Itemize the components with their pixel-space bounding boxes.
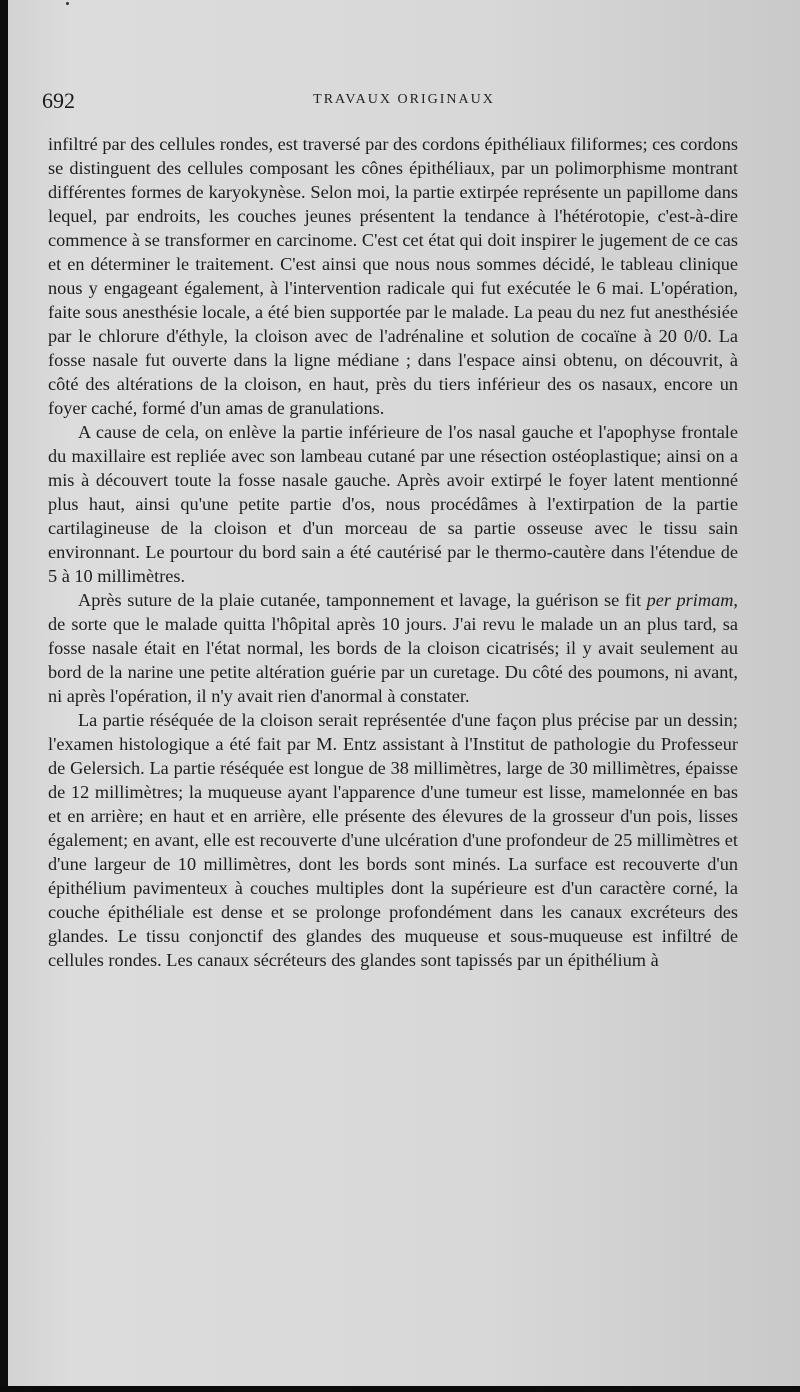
book-page [8,0,800,1386]
paragraph-4: La partie réséquée de la cloison serait représentée d'une façon plus précise par un dessin; l'examen histologique a été fait par M. Entz assistant à l'Institut de pathologie du Professeur de Gelersich. La partie réséquée est longue de 38 millimètres, large de 30 millimètres, épaisse de 12 millimètres; la muqueuse ayant l'apparence d'une tumeur est lisse, mamelonnée en bas et en arrière; en haut et en arrière, elle présente des élevures de la grosseur d'un pois, lisses également; en avant, elle est recouverte d'une ulcération d'une profondeur de 25 millimètres et d'une largeur de 10 millimètres, dont les bords sont minés. La surface est recouverte d'un épithélium pavimenteux à couches multiples dont la supérieure est d'un caractère corné, la couche épithéliale est dense et se prolonge profondément dans les canaux excréteurs des glandes. Le tissu conjonctif des glandes des muqueuse et sous-muqueuse est infiltré de cellules rondes. Les canaux sécréteurs des glandes sont tapissés par un épithélium à [48,710,738,970]
body-text [48,132,738,972]
running-title: TRAVAUX ORIGINAUX [313,92,495,107]
paragraph-3: Après suture de la plaie cutanée, tamponnement et lavage, la guérison se fit per primam, de sorte que le malade quitta l'hôpital après 10 jours. J'ai revu le malade un an plus tard, sa fosse nasale était en l'état normal, les bords de la cloison cicatrisés; il y avait seulement au bord de la narine une petite altération guérie par un curetage. Du côté des poumons, ni avant, ni après l'opération, il n'y avait rien d'anormal à constater. [48,590,738,706]
paragraph-2: A cause de cela, on enlève la partie inférieure de l'os nasal gauche et l'apophyse frontale du maxillaire est repliée avec son lambeau cutané par une résection ostéoplastique; ainsi on a mis à découvert toute la fosse nasale gauche. Après avoir extirpé le foyer latent mentionné plus haut, ainsi qu'une petite partie d'os, nous procédâmes à l'extirpation de la partie cartilagineuse de la cloison et d'un morceau de sa partie osseuse avec le tissu sain environnant. Le pourtour du bord sain a été cautérisé par le thermo-cautère dans l'étendue de 5 à 10 millimètres. [48,422,738,586]
latin-phrase: per primam [646,590,734,610]
scan-edge [0,1386,800,1392]
ink-speck [66,2,69,5]
paragraph-1: infiltré par des cellules rondes, est traversé par des cordons épithéliaux filiformes; ces cordons se distinguent des cellules composant les cônes épithéliaux, par un polimorphisme montrant différentes formes de karyokynèse. Selon moi, la partie extirpée représente un papillome dans lequel, par endroits, les couches jeunes présentent la tendance à l'hétérotopie, c'est-à-dire commence à se transformer en carcinome. C'est cet état qui doit inspirer le jugement de ce cas et en déterminer le traitement. C'est ainsi que nous nous sommes décidé, le tableau clinique nous y engageant également, à l'intervention radicale qui fut exécutée le 6 mai. L'opération, faite sous anesthésie locale, a été bien supportée par le malade. La peau du nez fut anesthésiée par le chlorure d'éthyle, la cloison avec de l'adrénaline et solution de cocaïne à 20 0/0. La fosse nasale fut ouverte dans la ligne médiane ; dans l'espace ainsi obtenu, on découvrit, à côté des altérations de la cloison, en haut, près du tiers inférieur des os nasaux, encore un foyer caché, formé d'un amas de granulations. [48,134,738,418]
page-header [8,88,800,116]
page-number: 692 [42,88,75,113]
